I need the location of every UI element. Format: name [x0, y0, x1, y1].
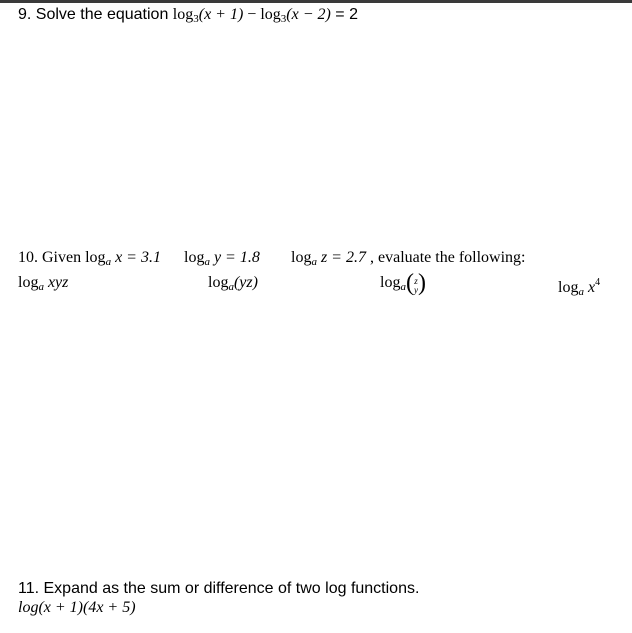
given-3-base: a [311, 256, 317, 268]
log-term-2-fn: log [260, 6, 281, 23]
part-b-base: a [228, 281, 234, 293]
part-a-base: a [38, 281, 44, 293]
part-a-arg: xyz [43, 274, 69, 291]
part-c-denominator: y [413, 285, 418, 295]
part-a-log: log [18, 274, 39, 291]
given-1-base: a [105, 256, 112, 268]
question-11-expression: log(x + 1)(4x + 5) [18, 599, 136, 616]
log-term-2-base: 3 [280, 13, 287, 25]
given-1-value: x = 3.1 [111, 249, 161, 266]
part-d [558, 273, 600, 302]
part-d-exponent: 4 [595, 277, 601, 288]
question-10-instruction: , evaluate the following: [365, 249, 526, 266]
given-3-log: log [291, 249, 312, 266]
question-11-title: 11. Expand as the sum or difference of two log functions. [18, 580, 420, 597]
log-term-1-arg: (x + 1) [198, 6, 244, 23]
log-term-1-base: 3 [193, 13, 199, 25]
given-2 [184, 248, 260, 272]
given-1-log: log [85, 249, 106, 266]
question-10 [18, 248, 161, 272]
part-d-arg: x [583, 279, 596, 296]
given-3-value: z = 2.7 [316, 249, 366, 266]
question-9-rhs: = 2 [330, 6, 358, 23]
part-d-base: a [578, 286, 584, 298]
given-3 [291, 248, 526, 272]
question-10-prefix: 10. Given [18, 249, 86, 266]
part-c [380, 270, 426, 297]
question-9 [18, 5, 358, 29]
part-c-base: a [400, 281, 406, 293]
given-2-log: log [184, 249, 205, 266]
question-9-prefix: 9. Solve the equation [18, 6, 173, 23]
question-9-equation [173, 6, 331, 23]
part-b-arg: (yz) [233, 274, 258, 291]
part-c-right-paren: ) [417, 270, 426, 296]
part-b-log: log [208, 274, 229, 291]
given-1 [85, 249, 161, 266]
part-a [18, 273, 68, 297]
given-2-value: y = 1.8 [209, 249, 260, 266]
part-d-log: log [558, 279, 579, 296]
given-2-base: a [204, 256, 210, 268]
log-term-1-fn: log [172, 6, 194, 23]
minus-sign: − [243, 6, 261, 23]
part-c-log: log [380, 274, 401, 291]
top-border [0, 0, 632, 3]
log-term-2-arg: (x − 2) [286, 6, 331, 23]
part-b [208, 273, 258, 297]
part-c-numerator: z [414, 276, 418, 286]
part-c-left-paren: ( [405, 270, 414, 296]
